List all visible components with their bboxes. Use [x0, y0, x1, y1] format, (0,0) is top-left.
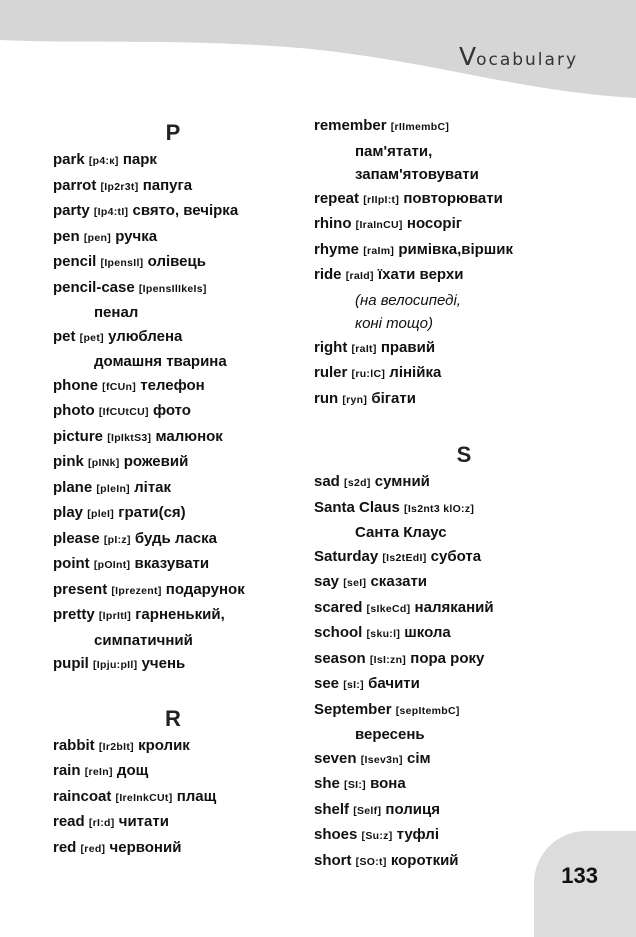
entry-translation: плащ [176, 787, 217, 805]
entry-translation: вона [370, 775, 406, 792]
entry-transcription: [sepΙtembC] [395, 704, 460, 717]
entry-word: red [53, 838, 77, 856]
entry-word: Saturday [314, 547, 379, 565]
entry-transcription: [pOInt] [93, 559, 131, 571]
entry-translation: пора року [410, 649, 485, 667]
entry-translation: бігати [371, 389, 416, 407]
entry-translation: парк [122, 151, 157, 168]
entry-transcription: [raIt] [351, 342, 377, 355]
vocab-entry [53, 734, 293, 760]
vocab-entry [53, 836, 293, 862]
vocab-entry [53, 578, 293, 604]
entry-translation: правий [380, 338, 436, 356]
entry-transcription: [ΙpensIlΙkeIs] [138, 282, 207, 295]
entry-translation: короткий [390, 851, 459, 869]
entry-translation: учень [141, 655, 186, 672]
entry-translation: малюнок [155, 427, 223, 445]
entry-transcription: [Self] [353, 804, 382, 817]
entry-word: rhyme [314, 240, 360, 258]
entry-translation: свято, вечірка [132, 202, 239, 219]
entry-translation: кролик [138, 736, 190, 754]
entry-transcription: [pet] [79, 331, 104, 344]
vocab-entry [314, 647, 614, 673]
entry-transcription: [rI:d] [88, 817, 115, 829]
entry-translation: сказати [370, 573, 428, 590]
entry-word: pencil [53, 253, 97, 270]
vocab-entry [53, 527, 293, 553]
entry-transcription: [ΙpensIl] [100, 257, 144, 269]
entry-word: say [314, 573, 340, 590]
entry-transcription: [SI:] [344, 779, 366, 791]
entry-translation: читати [118, 813, 169, 830]
vocab-entry [314, 336, 614, 362]
entry-translation: повторювати [403, 189, 503, 207]
entry-transcription: [rIΙmembC] [390, 121, 450, 133]
entry-transcription: [pINk] [88, 457, 120, 469]
entry-translation-continued: симпатичний [94, 631, 193, 649]
entry-translation: туфлі [396, 826, 439, 843]
vocab-entry [53, 276, 293, 302]
entry-word: read [53, 813, 85, 830]
vocab-entry [314, 361, 614, 387]
vocab-entry [53, 225, 293, 251]
entry-translation: папуга [142, 176, 193, 194]
entry-word: pretty [53, 606, 95, 623]
vocab-entry [314, 212, 614, 238]
vocab-entry [53, 450, 293, 476]
vocab-entry [314, 263, 614, 289]
vocab-entry [53, 501, 293, 527]
entry-transcription: [raId] [345, 270, 374, 282]
vocab-entry [53, 759, 293, 785]
entry-transcription: [SO:t] [355, 855, 387, 868]
entry-transcription: [Ιp2r3t] [100, 180, 139, 193]
section-letter-p: P [165, 120, 181, 145]
section-letter-r: R [165, 705, 181, 731]
entry-note: (на велосипеді, [355, 291, 461, 309]
entry-transcription: [sI:] [343, 679, 364, 691]
entry-translation: гарненький, [135, 606, 225, 623]
entry-translation: вказувати [134, 555, 210, 572]
entry-translation-continued: пам'ятати, [355, 142, 433, 160]
vocab-entry [314, 570, 614, 596]
entry-translation: полиця [385, 800, 440, 818]
entry-transcription: [ΙsI:zn] [369, 653, 407, 666]
entry-translation: будь ласка [134, 529, 217, 547]
entry-word: shelf [314, 800, 350, 818]
entry-word: play [53, 504, 84, 521]
entry-word: raincoat [53, 787, 112, 805]
vocab-entry [314, 698, 614, 724]
entry-word: rain [53, 762, 81, 779]
entry-word: shoes [314, 826, 358, 843]
vocab-entry [314, 187, 614, 213]
vocab-entry [314, 596, 614, 622]
vocab-entry [314, 747, 614, 773]
entry-transcription: [seI] [343, 577, 367, 589]
entry-transcription: [Ιsev3n] [360, 753, 403, 766]
entry-word: ride [314, 266, 342, 283]
entries-s [314, 470, 614, 874]
vocab-entry [53, 810, 293, 836]
vocab-entry [314, 545, 614, 571]
entry-translation-continued: пенал [94, 304, 139, 321]
entry-word: pencil-case [53, 278, 135, 296]
vocab-entry [53, 250, 293, 276]
entry-transcription: [p4:к] [88, 155, 119, 167]
right-column [314, 114, 614, 874]
entry-translation: лінійка [389, 364, 442, 381]
entry-word: party [53, 202, 90, 219]
entry-transcription: [ΙraInCU] [355, 219, 403, 231]
entry-transcription: [Ιpju:pIl] [93, 659, 138, 671]
entry-translation: субота [430, 547, 482, 565]
entry-translation: літак [134, 478, 172, 496]
vocab-entry [314, 238, 614, 264]
entry-word: repeat [314, 189, 360, 207]
entry-transcription: [s2d] [344, 477, 371, 489]
entry-word: school [314, 624, 363, 641]
vocab-entry [53, 476, 293, 502]
entry-word: ruler [314, 364, 348, 381]
vocab-entry [53, 399, 293, 425]
entry-transcription: [ΙreInkCUt] [115, 791, 173, 804]
entry-word: sad [314, 473, 340, 490]
entry-translation: римівка,віршик [398, 240, 514, 258]
entry-word: park [53, 151, 85, 168]
entry-word: season [314, 649, 366, 667]
entry-translation: рожевий [123, 453, 189, 470]
entry-word: Santa Claus [314, 498, 400, 516]
entry-word: present [53, 580, 108, 598]
vocab-entry [53, 425, 293, 451]
entry-word: plane [53, 478, 93, 496]
entry-transcription: [pleI] [87, 508, 115, 520]
entry-word: phone [53, 376, 98, 394]
page-title: Vocabulary [458, 42, 578, 71]
entry-word: remember [314, 117, 387, 134]
entry-word: pet [53, 327, 76, 345]
entry-transcription: [ru:lC] [351, 368, 386, 380]
entry-translation-continued: Санта Клаус [355, 524, 447, 541]
entry-translation: червоний [109, 838, 182, 856]
entry-word: please [53, 529, 100, 547]
entry-transcription: [ryn] [342, 393, 368, 406]
vocab-entry [53, 652, 293, 678]
vocab-entry [314, 772, 614, 798]
entry-transcription: [ΙpIktS3] [107, 431, 152, 444]
vocab-entry [314, 496, 614, 522]
entry-translation: наляканий [414, 598, 494, 616]
entry-word: parrot [53, 176, 97, 194]
entry-transcription: [sku:l] [366, 628, 401, 640]
vocab-entry [314, 114, 614, 140]
entry-transcription: [Ιs2nt3 klO:z] [404, 502, 475, 515]
entry-word: rabbit [53, 736, 95, 754]
entry-word: photo [53, 402, 95, 419]
vocab-entry [53, 199, 293, 225]
entry-transcription: [Ιprezent] [111, 584, 162, 597]
vocab-entry [53, 374, 293, 400]
entry-transcription: [ΙprItI] [98, 610, 132, 622]
vocab-entry [53, 325, 293, 351]
entries-r [53, 734, 293, 862]
entry-transcription: [fCUn] [102, 380, 137, 393]
entry-translation: фото [152, 402, 191, 419]
entry-transcription: [ΙfCUtCU] [98, 406, 149, 418]
entry-transcription: [pI:z] [103, 533, 131, 546]
entry-translation: олівець [147, 253, 206, 270]
entry-note: коні тощо) [355, 315, 433, 332]
entry-translation: сумний [374, 473, 430, 490]
entries-p [53, 148, 293, 678]
entry-translation: дощ [116, 762, 149, 779]
entry-word: short [314, 851, 352, 869]
vocab-entry [53, 603, 293, 629]
entry-transcription: [Ιs2tEdI] [382, 551, 427, 564]
entry-translation: подарунок [165, 580, 245, 598]
entry-translation: сім [406, 749, 431, 767]
entry-translation: школа [404, 624, 451, 641]
entry-word: picture [53, 427, 104, 445]
entry-transcription: [sΙkeCd] [366, 602, 411, 615]
entry-word: point [53, 555, 90, 572]
entry-word: rhino [314, 215, 352, 232]
entry-word: run [314, 389, 339, 407]
entry-word: see [314, 675, 340, 692]
section-letter-s: S [456, 442, 472, 467]
vocab-entry [53, 174, 293, 200]
entry-transcription: [Su:z] [361, 830, 393, 842]
entry-translation: носоріг [406, 215, 462, 232]
entry-translation: телефон [140, 376, 205, 394]
entry-translation: ручка [115, 227, 158, 245]
entry-word: pupil [53, 655, 89, 672]
entry-translation: їхати верхи [377, 266, 464, 283]
entry-word: September [314, 700, 392, 718]
entry-word: pen [53, 227, 80, 245]
entry-translation-continued: запам'ятовувати [355, 166, 479, 183]
page-number: 133 [561, 863, 598, 888]
left-column [53, 114, 293, 861]
vocab-entry [314, 798, 614, 824]
entry-translation: бачити [368, 675, 420, 692]
entries-r-continued [314, 114, 614, 412]
vocab-entry [53, 148, 293, 174]
vocab-entry [314, 387, 614, 413]
entry-transcription: [Ιr2bIt] [98, 740, 134, 753]
vocab-entry [53, 785, 293, 811]
entry-transcription: [pleIn] [96, 482, 130, 495]
entry-transcription: [Ιp4:tI] [93, 206, 129, 218]
entry-word: she [314, 775, 340, 792]
entry-translation-continued: домашня тварина [94, 353, 227, 370]
entry-translation-continued: вересень [355, 726, 425, 743]
entry-transcription: [pen] [83, 231, 112, 244]
entry-transcription: [red] [80, 842, 106, 855]
entry-word: pink [53, 453, 84, 470]
vocab-entry [53, 552, 293, 578]
vocab-entry [314, 470, 614, 496]
entry-transcription: [raIm] [363, 244, 395, 257]
entry-word: scared [314, 598, 363, 616]
entry-word: right [314, 338, 348, 356]
vocab-entry [314, 621, 614, 647]
vocab-entry [314, 672, 614, 698]
entry-translation: грати(ся) [118, 504, 186, 521]
entry-transcription: [reIn] [84, 766, 113, 778]
entry-word: seven [314, 749, 357, 767]
entry-transcription: [rIΙpI:t] [363, 193, 400, 206]
entry-translation: улюблена [108, 327, 183, 345]
